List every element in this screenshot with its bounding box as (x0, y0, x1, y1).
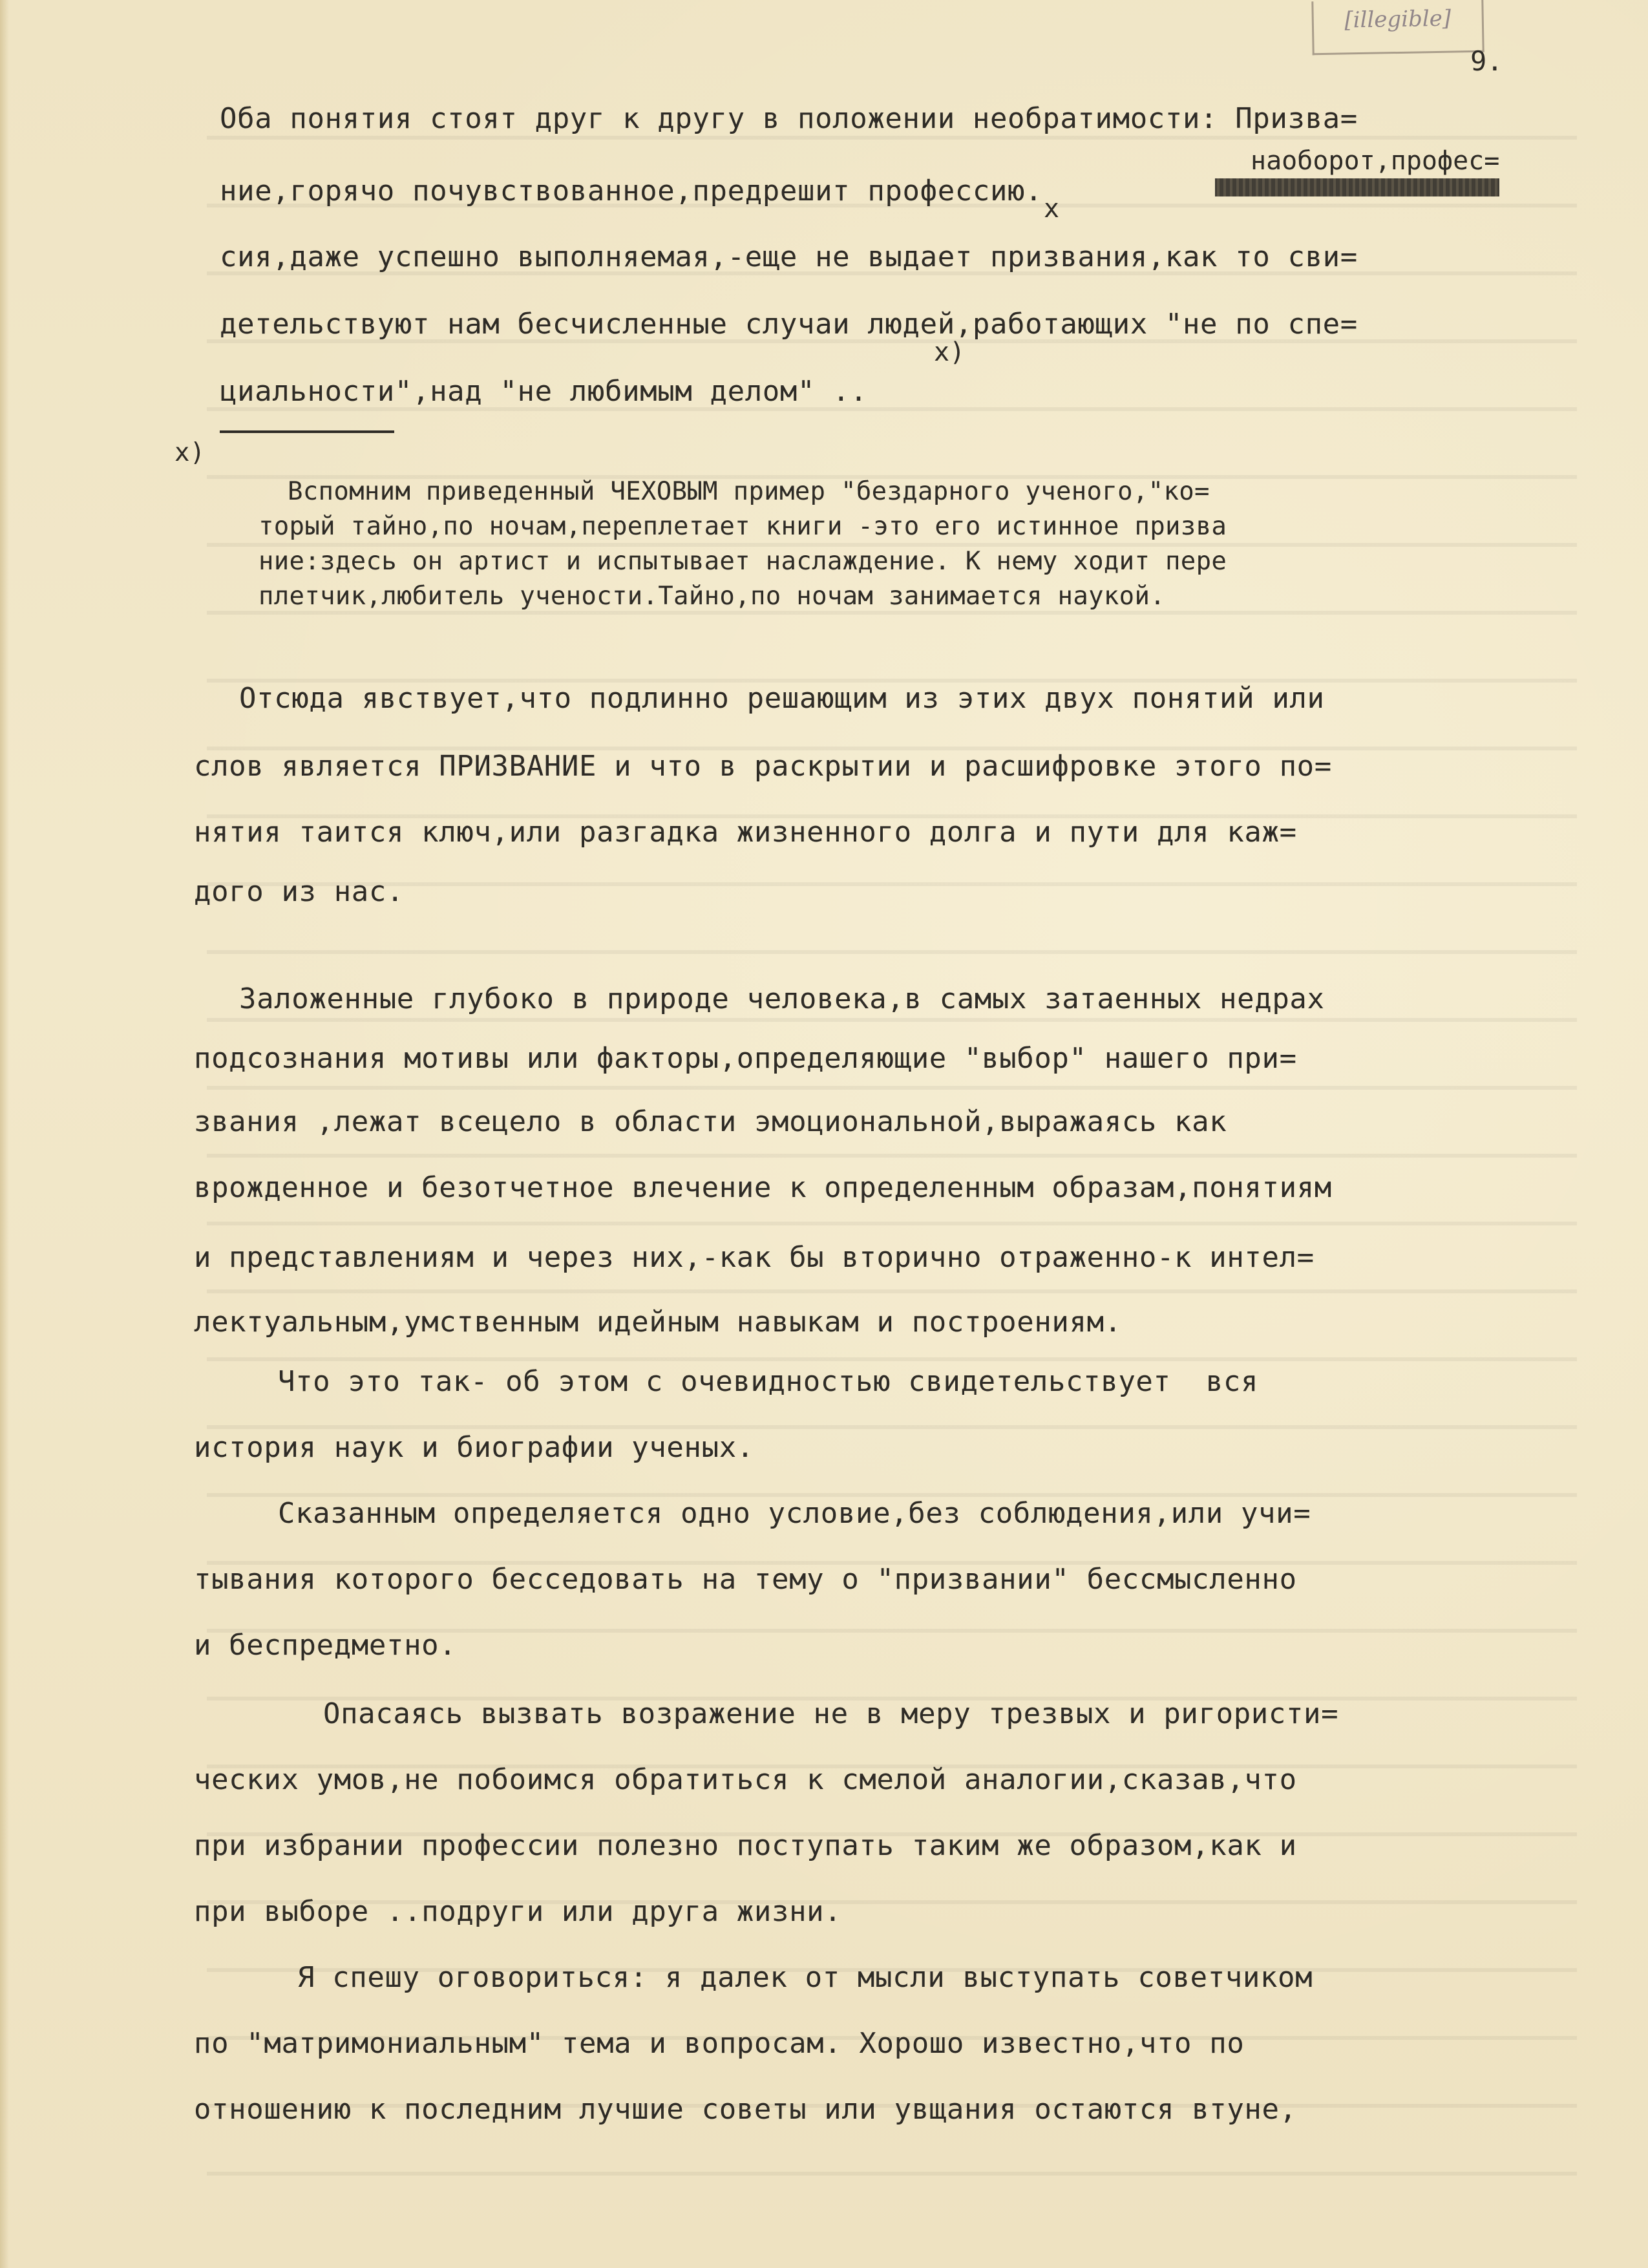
body-line: сия,даже успешно выполняемая,-еще не выдает призвания,как то сви= (220, 240, 1358, 273)
body-line: детельствуют нам бесчисленные случаи людей,работающих "не по спе= (220, 308, 1358, 341)
body-line: Я спешу оговориться: я далек от мысли выступать советчиком (297, 1961, 1313, 1994)
footnote-marker: x) (174, 438, 206, 467)
body-line: Опасаясь вызвать возражение не в меру трезвых и ригористи= (323, 1697, 1339, 1730)
body-line: при избрании профессии полезно поступать таким же образом,как и (194, 1829, 1297, 1862)
footnote-line: торый тайно,по ночам,переплетает книги -это его истинное призва (259, 512, 1227, 541)
body-line: по "матримониальным" тема и вопросам. Хорошо известно,что по (194, 2027, 1245, 2060)
body-line: Заложенные глубоко в природе человека,в самых затаенных недрах (239, 982, 1325, 1015)
footnote-line: Вспомним приведенный ЧЕХОВЫМ пример "бездарного ученого,"ко= (288, 477, 1210, 506)
body-line: подсознания мотивы или факторы,определяющие "выбор" нашего при= (194, 1042, 1297, 1075)
body-line: история наук и биографии ученых. (194, 1431, 754, 1464)
footnote-rule (220, 430, 394, 433)
body-line: ческих умов,не побоимся обратиться к смелой аналогии,сказав,что (194, 1763, 1297, 1796)
body-line: Что это так- об этом с очевидностью свидетельствует вся (278, 1365, 1259, 1398)
body-line: нятия таится ключ,или разгадка жизненного долга и пути для каж= (194, 816, 1297, 849)
struck-out-text (1215, 178, 1499, 196)
page-number: 9. (1470, 45, 1503, 77)
body-line: слов является ПРИЗВАНИЕ и что в раскрытии и расшифровке этого по= (194, 750, 1332, 783)
body-line: при выборе ..подруги или друга жизни. (194, 1895, 842, 1928)
body-line: дого из нас. (194, 875, 405, 908)
stamp-text: [illegible] (1344, 5, 1452, 34)
insertion-above: наоборот,профес= (1251, 146, 1500, 176)
body-line: и беспредметно. (194, 1629, 457, 1662)
body-line: Отсюда явствует,что подлинно решающим из этих двух понятий или (239, 682, 1325, 715)
body-line: Сказанным определяется одно условие,без соблюдения,или учи= (278, 1497, 1311, 1530)
body-line: лектуальным,умственным идейным навыкам и построениям. (194, 1306, 1122, 1339)
footnote-line: ние:здесь он артист и испытывает наслаждение. К нему ходит пере (259, 547, 1227, 576)
body-line: отношению к последним лучшие советы или увщания остаются втуне, (194, 2093, 1297, 2126)
body-line: и представлениям и через них,-как бы вторично отраженно-к интел= (194, 1241, 1315, 1274)
archive-stamp (1311, 0, 1484, 55)
body-line: Оба понятия стоят друг к другу в положении необратимости: Призва= (220, 102, 1358, 135)
paper-edge (0, 0, 9, 2268)
body-line: звания ,лежат всецело в области эмоциональной,выражаясь как (194, 1105, 1227, 1138)
body-line: тывания которого бесседовать на тему о "призвании" бессмысленно (194, 1563, 1297, 1596)
body-line: циальности",над "не любимым делом" .. (220, 375, 868, 408)
insertion-caret: x (1044, 194, 1060, 224)
body-line: ние,горячо почувствованное,предрешит профессию. (220, 175, 1043, 207)
footnote-line: плетчик,любитель учености.Тайно,по ночам занимается наукой. (259, 582, 1166, 611)
body-line: врожденное и безотчетное влечение к определенным образам,понятиям (194, 1171, 1332, 1204)
footnote-reference: x) (934, 337, 966, 367)
